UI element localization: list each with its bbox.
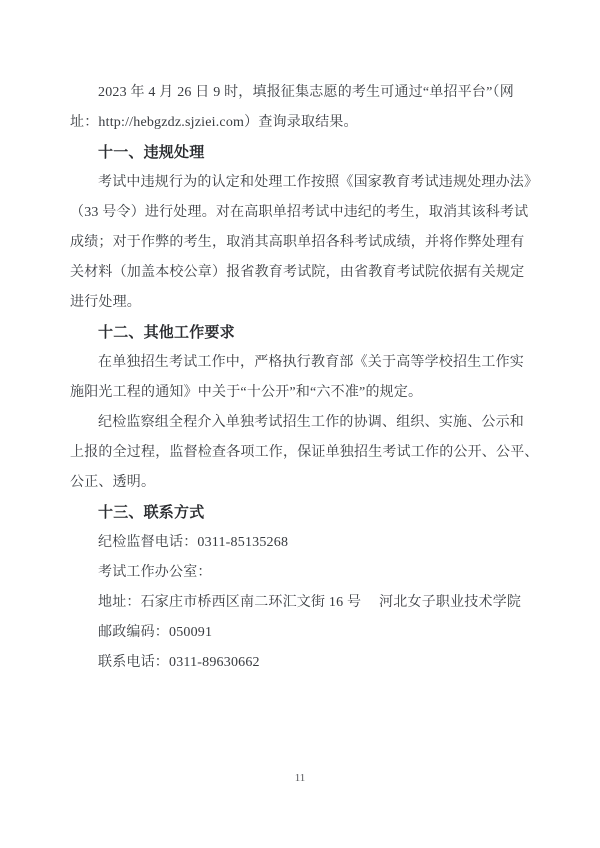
paragraph-line: 施阳光工程的通知》中关于“十公开”和“六不准”的规定。 xyxy=(70,385,423,400)
contact-line-exam-office: 考试工作办公室： xyxy=(98,565,212,580)
contact-line-address: 地址：石家庄市桥西区南二环汇文街 16 号 河北女子职业技术学院 xyxy=(98,595,522,610)
paragraph-line: 成绩；对于作弊的考生，取消其高职单招各科考试成绩，并将作弊处理有 xyxy=(70,235,525,250)
section-heading-violation-handling: 十一、违规处理 xyxy=(98,145,205,161)
contact-line-postal-code: 邮政编码：050091 xyxy=(98,625,213,640)
paragraph-line: 2023 年 4 月 26 日 9 时，填报征集志愿的考生可通过“单招平台”（网 xyxy=(98,85,514,100)
paragraph-line: 在单独招生考试工作中，严格执行教育部《关于高等学校招生工作实 xyxy=(98,355,524,370)
contact-line-discipline-phone: 纪检监督电话：0311-85135268 xyxy=(98,535,289,550)
contact-line-phone: 联系电话：0311-89630662 xyxy=(98,655,260,670)
paragraph-line: （33 号令）进行处理。对在高职单招考试中违纪的考生，取消其该科考试 xyxy=(70,205,529,220)
document-body xyxy=(70,78,538,678)
paragraph-line: 上报的全过程，监督检查各项工作，保证单独招生考试工作的公开、公平、 xyxy=(70,445,539,460)
page-number: 11 xyxy=(294,772,306,784)
paragraph-line: 纪检监察组全程介入单独考试招生工作的协调、组织、实施、公示和 xyxy=(98,415,524,430)
paragraph-line: 公正、透明。 xyxy=(70,475,156,490)
paragraph-line: 址：http://hebgzdz.sjziei.com）查询录取结果。 xyxy=(70,115,358,130)
paragraph-line: 关材料（加盖本校公章）报省教育考试院，由省教育考试院依据有关规定 xyxy=(70,265,525,280)
section-heading-other-requirements: 十二、其他工作要求 xyxy=(98,325,235,341)
section-heading-contact-info: 十三、联系方式 xyxy=(98,505,205,521)
paragraph-line: 进行处理。 xyxy=(70,295,141,310)
paragraph-line: 考试中违规行为的认定和处理工作按照《国家教育考试违规处理办法》 xyxy=(98,175,539,190)
